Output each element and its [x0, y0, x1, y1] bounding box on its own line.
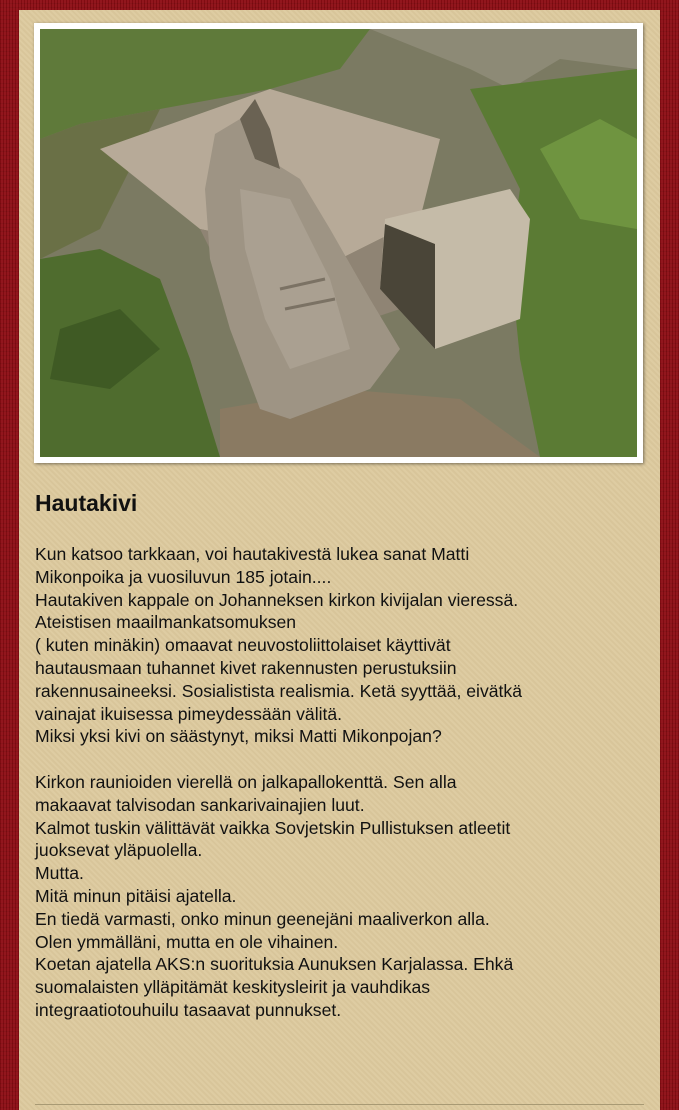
article-line: Kirkon raunioiden vierellä on jalkapallokenttä. Sen alla [35, 771, 457, 792]
article-line: suomalaisten ylläpitämät keskitysleirit ja vauhdikas [35, 977, 431, 998]
gravestone-photo-frame [34, 23, 643, 463]
article-line: hautausmaan tuhannet kivet rakennusten perustuksiin [35, 657, 457, 678]
article-line: integraatiotouhuilu tasaavat punnukset. [35, 999, 342, 1020]
article-line: Mutta. [35, 863, 84, 884]
article-line: Hautakiven kappale on Johanneksen kirkon kivijalan vieressä. [35, 589, 519, 610]
article-line: Ateistisen maailmankatsomuksen [35, 612, 297, 633]
gravestone-photo [40, 29, 637, 457]
article-line: Miksi yksi kivi on säästynyt, miksi Matti Mikonpojan? [35, 726, 442, 747]
article-line: rakennusaineeksi. Sosialistista realismia. Ketä syyttää, eivätkä [35, 680, 522, 701]
article-line: vainajat ikuisessa pimeydessään välitä. [35, 703, 343, 724]
article-line: makaavat talvisodan sankarivainajien luut. [35, 794, 365, 815]
article-line: Mikonpoika ja vuosiluvun 185 jotain.... [35, 566, 332, 587]
article-line: ( kuten minäkin) omaavat neuvostoliittolaiset käyttivät [35, 635, 451, 656]
article-line: Kalmot tuskin välittävät vaikka Sovjetskin Pullistuksen atleetit [35, 817, 511, 838]
article-title: Hautakivi [35, 490, 138, 516]
paragraph-spacer [35, 748, 647, 771]
gravestone-photo-image [40, 29, 637, 457]
article-line: Koetan ajatella AKS:n suorituksia Aunuksen Karjalassa. Ehkä [35, 954, 514, 975]
article-line: Mitä minun pitäisi ajatella. [35, 885, 237, 906]
content-panel [19, 10, 660, 1110]
divider [35, 1104, 644, 1105]
article-line: Kun katsoo tarkkaan, voi hautakivestä lukea sanat Matti [35, 544, 470, 564]
article-line: En tiedä varmasti, onko minun geenejäni maaliverkon alla. [35, 908, 490, 929]
article-line: juoksevat yläpuolella. [35, 840, 203, 861]
article-line: Olen ymmälläni, mutta en ole vihainen. [35, 931, 339, 952]
article-body [35, 543, 647, 1022]
